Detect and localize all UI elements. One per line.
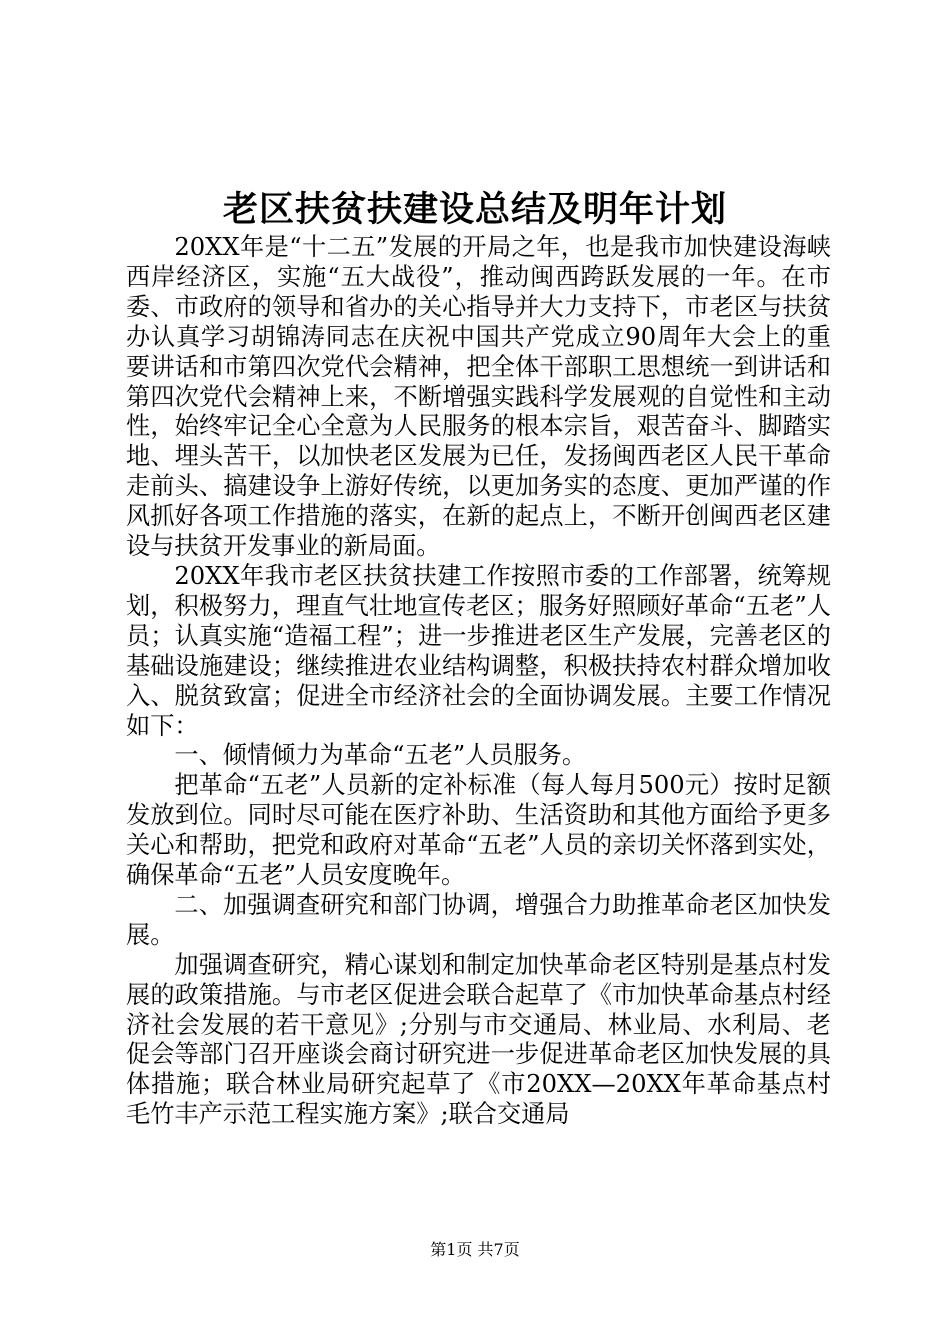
paragraph-intro: 20XX年是“十二五”发展的开局之年，也是我市加快建设海峡西岸经济区，实施“五大战役”，推动闽西跨跃发展的一年。在市委、市政府的领导和省办的关心指导并大力支持下，市老区与扶贫办认真学习胡锦涛同志在庆祝中国共产党成立90周年大会上的重要讲话和市第四次党代会精神，把全体干部职工思想统一到讲话和第四次党代会精神上来，不断增强实践科学发展观的自觉性和主动性，始终牢记全心全意为人民服务的根本宗旨，艰苦奋斗、脚踏实地、埋头苦干，以加快老区发展为已任，发扬闽西老区人民干革命走前头、搞建设争上游好传统，以更加务实的态度、更加严谨的作风抓好各项工作措施的落实，在新的起点上，不断开创闽西老区建设与扶贫开发事业的新局面。 bbox=[126, 233, 831, 561]
paragraph-section-1: 把革命“五老”人员新的定补标准（每人每月500元）按时足额发放到位。同时尽可能在医疗补助、生活资助和其他方面给予更多关心和帮助，把党和政府对革命“五老”人员的亲切关怀落到实处，确保革命“五老”人员安度晚年。 bbox=[126, 771, 831, 890]
paragraph-section-2: 加强调查研究，精心谋划和制定加快革命老区特别是基点村发展的政策措施。与市老区促进会联合起草了《市加快革命基点村经济社会发展的若干意见》;分别与市交通局、林业局、水利局、老促会等部门召开座谈会商讨研究进一步促进革命老区加快发展的具体措施；联合林业局研究起草了《市20XX—20XX年革命基点村毛竹丰产示范工程实施方案》;联合交通局 bbox=[126, 950, 831, 1129]
paragraph-overview: 20XX年我市老区扶贫扶建工作按照市委的工作部署，统筹规划，积极努力，理直气壮地宣传老区；服务好照顾好革命“五老”人员；认真实施“造福工程”；进一步推进老区生产发展，完善老区的基础设施建设；继续推进农业结构调整，积极扶持农村群众增加收入、脱贫致富；促进全市经济社会的全面协调发展。主要工作情况如下： bbox=[126, 561, 831, 740]
document-body bbox=[126, 233, 831, 1130]
page-number-footer: 第1页 共7页 bbox=[430, 1240, 520, 1259]
document-title: 老区扶贫扶建设总结及明年计划 bbox=[222, 189, 727, 230]
section-heading-2: 二、加强调查研究和部门协调，增强合力助推革命老区加快发展。 bbox=[126, 890, 831, 949]
section-heading-1: 一、倾情倾力为革命“五老”人员服务。 bbox=[174, 741, 587, 770]
